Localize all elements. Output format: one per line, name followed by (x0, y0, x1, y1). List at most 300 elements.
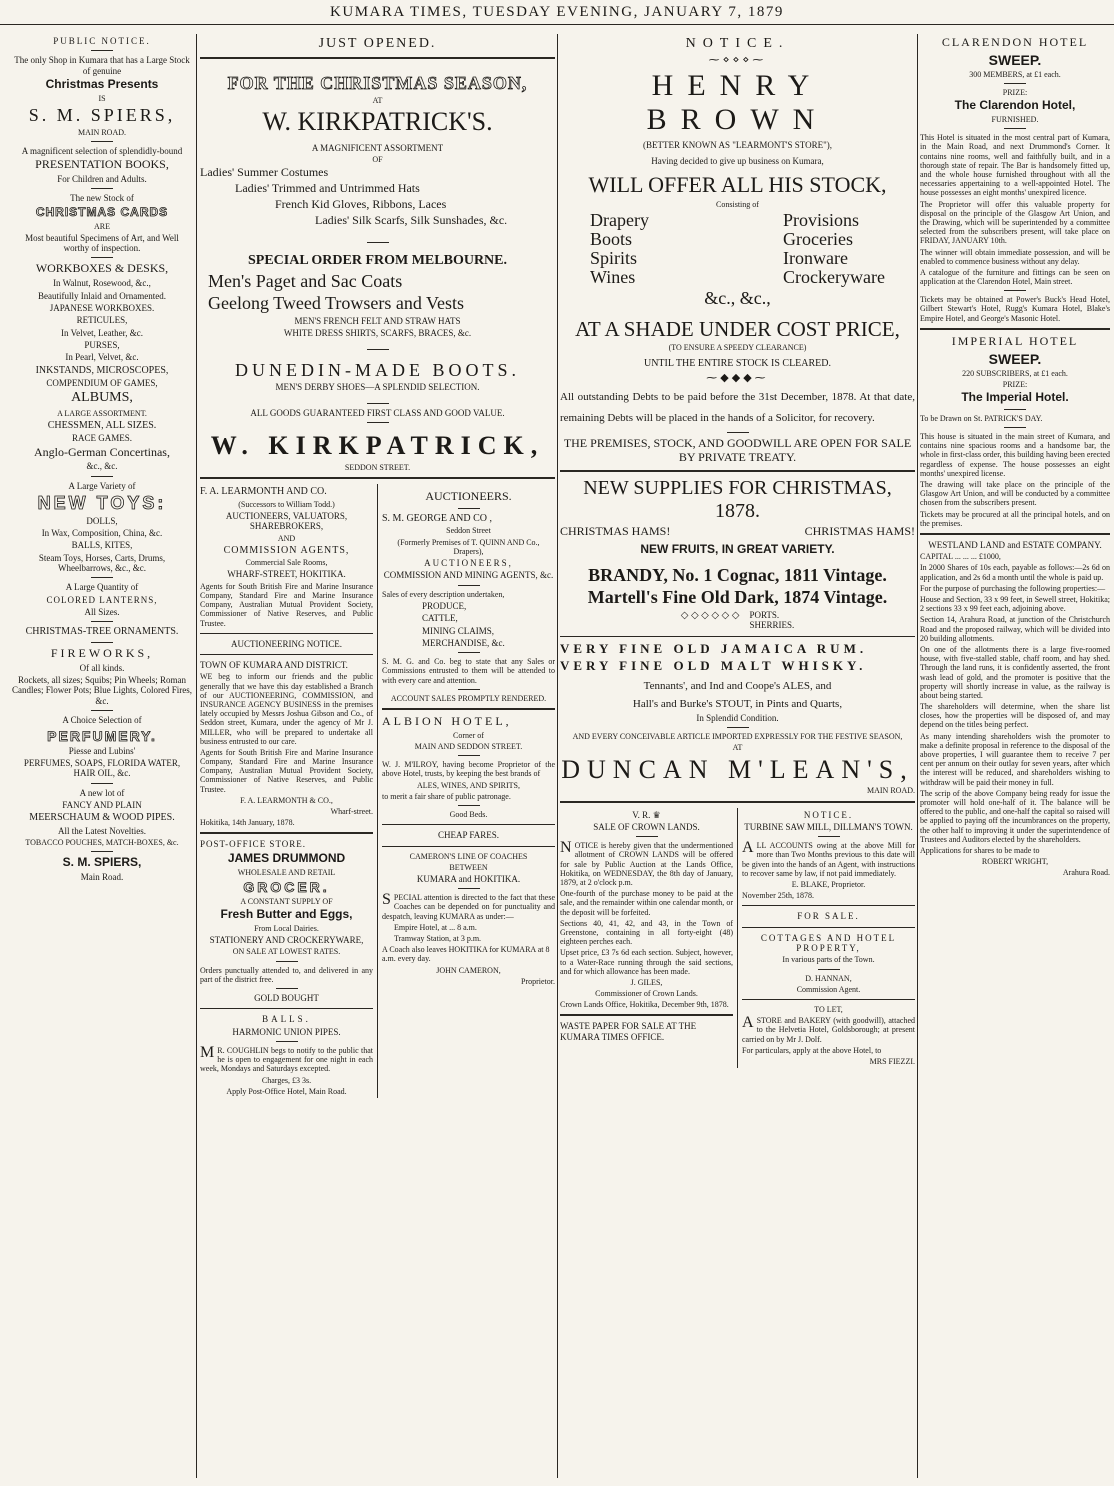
turbine-notice (737, 808, 915, 1069)
coughlin-notice: MR. COUGHLIN begs to notify to the public that he is open to engagement for one night in each week, Mondays and Saturdays excepted. (200, 1043, 373, 1074)
albion-ales: ALES, WINES, AND SPIRITS, (417, 780, 520, 790)
purses: PURSES, (84, 339, 120, 350)
waste-paper: WASTE PAPER FOR SALE AT THE KUMARA TIMES OFFICE. (560, 1021, 697, 1042)
children-text: For Children and Adults. (57, 174, 147, 185)
stationery-line: STATIONERY AND CROCKERYWARE, (209, 935, 364, 945)
albion-beds: Good Beds. (449, 809, 488, 819)
rule (742, 927, 915, 928)
learmonth-wharf: WHARF-STREET, HOKITIKA. (227, 569, 346, 580)
costume-line: Ladies' Silk Scarfs, Silk Sunshades, &c. (315, 212, 508, 227)
christmas-presents: Christmas Presents (45, 77, 159, 92)
hams-row (560, 525, 915, 539)
stock-item: Drapery (590, 209, 649, 230)
rule (382, 846, 555, 847)
rule (920, 533, 1110, 535)
giles-comm: Commissioner of Crown Lands. (595, 989, 698, 999)
george-formerly: (Formerly Premises of T. QUINN AND Co., Drapers), (397, 537, 540, 556)
butter-eggs: Fresh Butter and Eggs, (220, 907, 353, 922)
rule (560, 1014, 733, 1016)
masthead: KUMARA TIMES, TUESDAY EVENING, JANUARY 7, 1879 (0, 4, 1114, 25)
fancy-text: FANCY AND PLAIN (62, 799, 142, 810)
albion-body: W. J. M'ILROY, having become Proprietor of the above Hotel, trusts, by keeping the best brands of (382, 760, 555, 779)
divider (91, 476, 113, 477)
route-line: KUMARA and HOKITIKA. (416, 873, 521, 884)
rates-line: ON SALE AT LOWEST RATES. (232, 947, 341, 957)
main-road-label: MAIN ROAD. (78, 127, 126, 137)
gold-bought: GOLD BOUGHT (254, 992, 319, 1003)
divider (636, 836, 658, 837)
george-beg: S. M. G. and Co. beg to state that any Sales or Commissions entrusted to them will be attended to with every care and attention. (382, 657, 555, 685)
new-fruits: NEW FRUITS, IN GREAT VARIETY. (640, 541, 835, 556)
new-lot-text: A new lot of (79, 787, 125, 798)
at-label: AT (372, 95, 383, 105)
stock-list (560, 211, 915, 287)
learmonth-sign2: Wharf-street. (330, 807, 373, 817)
imperial-body: This house is situated in the main street of Kumara, and contains nine spacious rooms and a handsome bar, the whole in first-class order, this building having been erected regardless of expense. The house possesses an eight months' unexpired license. (920, 432, 1110, 478)
ensure-line: (TO ENSURE A SPEEDY CLEARANCE) (668, 343, 807, 353)
albums: ALBUMS, (71, 390, 133, 406)
learmonth-roles: AUCTIONEERS, VALUATORS, SHAREBROKERS, (225, 510, 348, 532)
reticules-sub: In Velvet, Leather, &c. (61, 327, 143, 338)
new-stock-text: The new Stock of (70, 193, 134, 204)
column-1-spiers-advert (12, 34, 192, 1478)
kinds-text: Of all kinds. (79, 662, 125, 673)
prize-label: PRIZE: (1002, 379, 1028, 389)
hannan-sign: D. HANNAN, (805, 973, 852, 983)
etc-line: &c., &c., (704, 288, 771, 309)
intro-text: The only Shop in Kumara that has a Large Stock of genuine (14, 55, 190, 76)
george-roles: AUCTIONEERS, (424, 558, 513, 569)
members-line: 300 MEMBERS, at £1 each. (969, 69, 1061, 79)
fireworks: FIREWORKS, (50, 645, 154, 660)
japanese-workboxes: JAPANESE WORKBOXES. (49, 302, 155, 313)
henry-brown: HENRY BROWN (646, 68, 829, 137)
novelties: All the Latest Novelties. (58, 825, 146, 836)
albion-streets: MAIN AND SEDDON STREET. (414, 742, 523, 752)
duncan-mclean: DUNCAN M'LEAN'S, (561, 754, 914, 784)
just-opened: JUST OPENED. (318, 36, 437, 51)
apply-line: Apply Post-Office Hotel, Main Road. (226, 1086, 347, 1096)
subs-line: 220 SUBSCRIBERS, at £1 each. (962, 368, 1068, 378)
sherries-label: SHERRIES. (749, 620, 795, 631)
tramway-time: Tramway Station, at 3 p.m. (394, 933, 482, 943)
costume-line: Ladies' Summer Costumes (200, 165, 329, 180)
learmonth-date: Hokitika, 14th January, 1878. (200, 818, 295, 828)
divider (367, 242, 389, 243)
reticules: RETICULES, (76, 315, 128, 326)
goods-guaranteed: ALL GOODS GUARANTEED FIRST CLASS AND GOOD VALUE. (250, 407, 505, 418)
drawn-line: To be Drawn on St. PATRICK'S DAY. (920, 413, 1043, 423)
rule (200, 832, 373, 834)
turbine-head: NOTICE. (803, 809, 854, 820)
wright-road: Arahura Road. (1062, 868, 1110, 878)
ports-sherries (560, 610, 915, 631)
decided-line: Having decided to give up business on Kumara, (651, 156, 824, 167)
every-article: AND EVERY CONCEIVABLE ARTICLE IMPORTED EXPRESSLY FOR THE FESTIVE SEASON, (572, 732, 903, 742)
workboxes: WORKBOXES & DESKS, (35, 261, 169, 276)
george-sales: Sales of every description undertaken, (382, 589, 505, 599)
offer-stock: WILL OFFER ALL HIS STOCK, (588, 172, 887, 198)
duncan-road: MAIN ROAD. (867, 786, 915, 796)
ornament: ⁓⋄⋄⋄⁓ (708, 54, 767, 67)
divider (276, 961, 298, 962)
pouches: TOBACCO POUCHES, MATCH-BOXES, &c. (25, 838, 179, 848)
divider (727, 432, 749, 433)
george-name: S. M. GEORGE AND CO , (382, 512, 493, 524)
divider (727, 727, 749, 728)
rule (382, 824, 555, 825)
scrip-line: The scrip of the above Company being ready for issue the promoter will hold one-half of it. The balance will be offered to the public, and one-half the capital so raised will be applied to paying off the incumbrances on the property, the other half to improving it under the superintendence of Trustees and Auditors elected by the shareholders. (920, 788, 1110, 844)
learmonth-succ: (Successors to William Todd.) (238, 499, 335, 509)
albion-head: ALBION HOTEL, (382, 714, 512, 729)
divider (91, 783, 113, 784)
premises-line: THE PREMISES, STOCK, AND GOODWILL ARE OPEN FOR SALE BY PRIVATE TREATY. (563, 436, 912, 465)
crown-lands-notice (560, 808, 733, 1069)
rule (742, 905, 915, 906)
rule (920, 328, 1110, 330)
supply-line: A CONSTANT SUPPLY OF (240, 896, 333, 906)
auctioneers-head: AUCTIONEERS. (425, 489, 512, 504)
public-notice-title: PUBLIC NOTICE. (53, 36, 151, 46)
seddon-street: SEDDON STREET. (344, 463, 411, 472)
divider (367, 403, 389, 404)
stock-item: Crockeryware (783, 266, 885, 287)
debts-notice: All outstanding Debts to be paid before the 31st December, 1878. At that date, remaining Debts will be placed in the hands of a Solicitor, for recovery. (560, 390, 915, 424)
stout-line: Hall's and Burke's STOUT, in Pints and Quarts, (632, 698, 843, 711)
george-item: PRODUCE, (422, 600, 467, 611)
hannan-agent: Commission Agent. (796, 984, 861, 994)
compendium: COMPENDIUM OF GAMES, (46, 378, 158, 389)
divider (458, 805, 480, 806)
imperial-sweep: SWEEP. (988, 350, 1042, 367)
perfumery: PERFUMERY. (47, 727, 157, 744)
column-3 (560, 34, 915, 1478)
purses-sub: In Pearl, Velvet, &c. (65, 352, 139, 363)
dairies-line: From Local Dairies. (254, 923, 319, 933)
divider (458, 755, 480, 756)
crown-body: NOTICE is hereby given that the undermentioned allotment of CROWN LANDS will be offered for sale by Public Auction at the Lands Office, Hokitika, on WEDNESDAY, the 8th day of January, 1879, at 2 o'clock p.m. (560, 839, 733, 888)
trowsers-line: Geelong Tweed Trowsers and Vests (208, 293, 465, 314)
perfumes-text: PERFUMES, SOAPS, FLORIDA WATER, HAIR OIL, &c. (23, 757, 181, 779)
divider (91, 188, 113, 189)
ports-label: PORTS. (749, 609, 780, 620)
martell-line: Martell's Fine Old Dark, 1874 Vintage. (587, 587, 888, 608)
rule (742, 999, 915, 1000)
new-toys: NEW TOYS: (37, 493, 167, 514)
shade-line: AT A SHADE UNDER COST PRICE, (575, 317, 900, 342)
until-line: UNTIL THE ENTIRE STOCK IS CLEARED. (643, 358, 832, 370)
clarendon-tickets: Tickets may be obtained at Power's Buck's Head Hotel, Gilbert Stewart's Hotel, Rugg's Kumara Hotel, Blake's Empire Hotel, and George's Masonic Hotel. (920, 295, 1110, 323)
coach-special: SPECIAL attention is directed to the fact that these Coaches can be depended on for punctuality and despatch, leaving KUMARA as under:— (382, 891, 555, 921)
furnished-label: FURNISHED. (991, 115, 1039, 125)
stock-item: Provisions (783, 209, 860, 230)
cameron-sign: JOHN CAMERON, (436, 965, 501, 975)
rule (200, 57, 555, 59)
better-known: (BETTER KNOWN AS "LEARMONT'S STORE"), (642, 139, 833, 150)
post-office-head: POST-OFFICE STORE. (200, 839, 307, 850)
stock-item: Spirits (590, 247, 638, 268)
capital-line: CAPITAL ... ... ... £1000, (920, 552, 1001, 562)
between-label: BETWEEN (449, 862, 488, 872)
learmonth-body: WE beg to inform our friends and the public generally that we have this day established a Branch of our AUCTIONEERING, COMMISSION, and INSURANCE AGENCY BUSINESS in the premises lately occupied by Messrs Joshua Gibson and Co., of Seddon street, Kumara, under the agency of Mr J. MILLER, who will be prepared to undertake all business entrusted to our care. (200, 672, 373, 746)
clarendon-body3: The winner will obtain immediate possession, and will be enabled to commence business without any delay. (920, 247, 1110, 266)
to-let: TO LET, (814, 1005, 843, 1015)
learmonth-agents: Agents for South British Fire and Marine Insurance Company, Standard Fire and Marine Insurance Company, Australian Mutual Provident Society, Commissioner of Native Reserves, and Public Trustee. (200, 581, 373, 628)
walnut-text: In Walnut, Rosewood, &c., (53, 278, 151, 289)
turbine-body: ALL ACCOUNTS owing at the above Mill for more than Two Months previous to this date will be given into the hands of an Agent, with instructions to recover same by law, if not paid immediately. (742, 839, 915, 878)
learmonth-and: AND (277, 533, 296, 543)
coach-hokitika: A Coach also leaves HOKITIKA for KUMARA at 8 a.m. every day. (382, 945, 550, 964)
george-comm: COMMISSION AND MINING AGENTS, &c. (383, 570, 554, 581)
crown-seal-row (560, 810, 733, 820)
balls-heading: BALLS. (262, 1014, 311, 1025)
notice-heading: NOTICE. (685, 36, 790, 51)
george-item: MINING CLAIMS, (422, 625, 494, 636)
divider (458, 689, 480, 690)
column-rule (557, 34, 558, 1478)
crown-fourth: One-fourth of the purchase money to be paid at the sale, and the remainder within one calendar month, or the deposit will be forfeited. (560, 889, 733, 917)
rule (200, 633, 373, 634)
condition-line: In Splendid Condition. (696, 712, 779, 723)
divider (458, 652, 480, 653)
race-games: RACE GAMES. (71, 433, 132, 444)
tree-ornaments: CHRISTMAS-TREE ORNAMENTS. (25, 626, 179, 638)
beautiful-text: Most beautiful Specimens of Art, and Well worthy of inspection. (25, 232, 179, 254)
divider (91, 851, 113, 852)
store-bakery: ASTORE and BAKERY (with goodwill), attached to the Helvetia Hotel, Goldsborough; at present carried on by Mr J. Dolf. (742, 1014, 915, 1044)
balls-kites: BALLS, KITES, (71, 540, 133, 551)
purpose-line: For the purpose of purchasing the following properties:— (920, 583, 1106, 593)
learmonth-rooms: Commercial Sale Rooms, (245, 558, 328, 568)
charges-line: Charges, £3 3s. (261, 1075, 312, 1085)
divider (91, 50, 113, 51)
kirkpatricks-heading: W. KIRKPATRICK'S. (262, 106, 493, 136)
inkstands: INKSTANDS, MICROSCOPES, (35, 364, 169, 376)
ornament: ⁓◆◆◆⁓ (706, 371, 769, 384)
footer-road: Main Road. (80, 872, 124, 883)
giles-sign: J. GILES, (630, 977, 663, 987)
divider (91, 141, 113, 142)
crown-upset: Upset price, £3 7s 6d each section. Subject, however, to a Water-Race running through the said sections, and for which allowance has been made. (560, 948, 733, 976)
vr-label: V. R. (632, 809, 651, 820)
brandy-line: BRANDY, No. 1 Cognac, 1811 Vintage. (588, 564, 887, 585)
rum-line: VERY FINE OLD JAMAICA RUM. (560, 640, 868, 656)
crown-icon: ♛ (652, 809, 661, 820)
for-sale: FOR SALE. (797, 911, 860, 922)
stock-item: Wines (590, 266, 636, 287)
column-2 (200, 34, 555, 1478)
steam-toys: Steam Toys, Horses, Carts, Drums, Wheelbarrows, &c., &c. (38, 552, 166, 574)
crown-office: Crown Lands Office, Hokitika, December 9th, 1878. (560, 1000, 729, 1010)
learmonth-body2: Agents for South British Fire and Marine Insurance Company, Standard Fire and Marine Insurance Company, Australian Mutual Provident Society, Commissioner of Native Reserves, and Public Trustee. (200, 747, 373, 794)
divider (1004, 128, 1026, 129)
derby-shoes: MEN'S DERBY SHOES—A SPLENDID SELECTION. (275, 382, 480, 393)
crown-head: SALE OF CROWN LANDS. (593, 821, 700, 832)
costume-line: Ladies' Trimmed and Untrimmed Hats (235, 181, 420, 196)
diamond-icon: ◇ ◇ ◇ ◇ ◇ ◇ (680, 609, 740, 621)
turbine-mill: TURBINE SAW MILL, DILLMAN'S TOWN. (744, 821, 913, 832)
drummond-name: JAMES DRUMMOND (227, 850, 346, 865)
albums-assortment: A LARGE ASSORTMENT. (57, 408, 147, 418)
divider (1004, 427, 1026, 428)
concertinas: Anglo-German Concertinas, (34, 444, 170, 459)
is-label: IS (98, 93, 106, 103)
imperial-prize: The Imperial Hotel. (961, 390, 1069, 405)
magnificent-text: A magnificent selection of splendidly-bound (21, 145, 183, 156)
at-label: AT (732, 743, 743, 753)
learmonth-advert (200, 484, 373, 1098)
divider (1004, 409, 1026, 410)
imperial-body3: Tickets may be procured at all the principal hotels, and on the premises. (920, 509, 1110, 528)
turbine-date: November 25th, 1878. (742, 891, 814, 901)
imperial-head: IMPERIAL HOTEL (951, 333, 1079, 348)
albion-merit: to merit a fair share of public patronage. (382, 791, 511, 801)
piesse-text: Piesse and Lubins' (68, 745, 136, 756)
albion-corner: Corner of (453, 730, 484, 740)
clarendon-head: CLARENDON HOTEL (941, 35, 1089, 49)
rule (382, 708, 555, 710)
account-sales: ACCOUNT SALES PROMPTLY RENDERED. (390, 693, 547, 703)
divider (1004, 290, 1026, 291)
colored-lanterns: COLORED LANTERNS, (46, 594, 158, 605)
meerschaum: MEERSCHAUM & WOOD PIPES. (29, 812, 175, 824)
inlaid-text: Beautifully Inlaid and Ornamented. (38, 290, 166, 301)
presentation-books: PRESENTATION BOOKS, (35, 157, 169, 172)
divider (276, 1041, 298, 1042)
george-street: Seddon Street (446, 526, 491, 536)
fiezzi-sign: MRS FIEZZI. (869, 1056, 915, 1066)
divider (458, 508, 480, 509)
chessmen: CHESSMEN, ALL SIZES. (47, 419, 157, 431)
divider (1004, 83, 1026, 84)
stock-item: Ironware (783, 247, 849, 268)
stock-item: Groceries (783, 228, 854, 249)
auctioneering-notice: AUCTIONEERING NOTICE. (231, 638, 342, 649)
column-rule (196, 34, 197, 1478)
cameron-coaches: CAMERON'S LINE OF COACHES (409, 851, 528, 861)
prize-label: PRIZE: (1002, 88, 1028, 98)
divider (367, 349, 389, 350)
clarendon-body4: A catalogue of the furniture and fittings can be seen on application at the Clarendon Hotel, Main street. (920, 267, 1110, 287)
hams-right: CHRISTMAS HAMS! (804, 524, 915, 538)
whisky-line: VERY FINE OLD MALT WHISKY. (560, 657, 867, 673)
house-line: House and Section, 33 x 99 feet, in Sewell street, Hokitika; 2 sections 33 x 99 feet each, adjoining above. (920, 595, 1110, 614)
new-supplies: NEW SUPPLIES FOR CHRISTMAS, 1878. (583, 477, 892, 522)
rule (200, 477, 555, 479)
divider (367, 422, 389, 423)
turbine-apply: For particulars, apply at the above Hotel, to (742, 1045, 882, 1055)
learmonth-head: F. A. LEARMONTH AND CO. (200, 486, 327, 498)
ales-line: Tennants', and Ind and Coope's ALES, and (643, 679, 832, 692)
assortment-text: A MAGNIFICENT ASSORTMENT (311, 142, 444, 153)
allotment-line: On one of the allotments there is a large five-roomed house, with five-stalled stable, chaff room, and hay shed. Through the land runs, it is confidently asserted, the front wash lead of gold, and the promoter is positive that the property will shortly increase in value, as the railway is about being started. (920, 644, 1110, 700)
variety-text: A Large Variety of (68, 480, 136, 491)
quantity-text: A Large Quantity of (65, 582, 139, 593)
holders-line: The shareholders will determine, when the share list closes, how the properties will be disposed of, and may depend on the titles being perfect. (920, 702, 1110, 730)
westland-head: WESTLAND LAND and ESTATE COMPANY. (928, 539, 1102, 550)
divider (818, 969, 840, 970)
column-rule (917, 34, 918, 1478)
divider (818, 836, 840, 837)
harmonic-pipes: HARMONIC UNION PIPES. (232, 1026, 341, 1037)
orders-line: Orders punctually attended to, and delivered in any part of the district free. (200, 965, 373, 984)
choice-text: A Choice Selection of (62, 715, 142, 726)
parts-line: In various parts of the Town. (782, 955, 875, 965)
learmonth-sign: F. A. LEARMONTH & CO., (240, 795, 333, 805)
george-item: CATTLE, (422, 613, 458, 624)
cameron-prop: Proprietor. (521, 976, 555, 986)
all-sizes: All Sizes. (84, 607, 120, 618)
dunedin-boots: DUNEDIN-MADE BOOTS. (235, 359, 520, 380)
cheap-fares: CHEAP FARES. (437, 830, 499, 841)
special-order: SPECIAL ORDER FROM MELBOURNE. (247, 252, 508, 268)
blake-sign: E. BLAKE, Proprietor. (791, 880, 866, 890)
divider (91, 621, 113, 622)
rule (560, 801, 915, 803)
town-line: TOWN OF KUMARA AND DISTRICT. (200, 660, 348, 671)
costume-line: French Kid Gloves, Ribbons, Laces (275, 196, 447, 211)
rule (200, 654, 373, 655)
stock-item: Boots (590, 228, 633, 249)
hats-line: MEN'S FRENCH FELT AND STRAW HATS (294, 316, 461, 327)
rule (560, 470, 915, 472)
lower-notices (560, 808, 915, 1069)
divider (91, 257, 113, 258)
etc-text: &c., &c. (86, 461, 118, 472)
learmonth-comm: COMMISSION AGENTS, (223, 544, 350, 556)
wright-sign: ROBERT WRIGHT, (981, 857, 1049, 867)
kirkpatrick-sign: W. KIRKPATRICK, (210, 431, 545, 461)
clarendon-body2: The Proprietor will offer this valuable property for disposal on the principle of the Glasgow Art Union, and the Drawing, which will be superintended by a committee selected from the subscribers present, will take place on FRIDAY, JANUARY 10th. (920, 199, 1110, 246)
consisting-line: Consisting of (716, 199, 759, 209)
imperial-body2: The drawing will take place on the principle of the Glasgow Art Union, and will be conducted by a committee chosen from the subscribers present. (920, 480, 1110, 508)
grocer-heading: GROCER. (243, 878, 330, 895)
section-line: Section 14, Arahura Road, at junction of the Christchurch Road and the proposed railway, which will be divided into 20 building allotments. (920, 615, 1110, 643)
drummond-ws: WHOLESALE AND RETAIL (237, 867, 336, 877)
clarendon-body: This Hotel is situated in the most central part of Kumara, in the Main Road, and next Drummond's Corner. It contains nine rooms, well and faithfully built, and in a thorough state of repair. The Bar is handsomely fitted up, and the whole house furnished throughout with all the necessaries appertaining to a well-appointed Hotel. The house possesses an eight months' unexpired licence. (920, 133, 1110, 198)
shop-name: S. M. SPIERS, (28, 105, 176, 126)
dolls-sub: In Wax, Composition, China, &c. (41, 528, 163, 539)
season-heading: FOR THE CHRISTMAS SEASON, (227, 73, 528, 94)
divider (458, 888, 480, 889)
coats-line: Men's Paget and Sac Coats (208, 270, 403, 291)
george-advert (377, 484, 555, 1098)
divider (91, 710, 113, 711)
shirts-line: WHITE DRESS SHIRTS, SCARFS, BRACES, &c. (283, 328, 472, 339)
divider (276, 988, 298, 989)
george-item: MERCHANDISE, &c. (422, 637, 505, 648)
christmas-cards: CHRISTMAS CARDS (35, 204, 169, 219)
divider (91, 577, 113, 578)
rule (560, 636, 915, 637)
cottages-line: COTTAGES AND HOTEL PROPERTY, (760, 932, 897, 954)
clarendon-sweep: SWEEP. (988, 51, 1042, 68)
dolls: DOLLS, (86, 515, 118, 526)
divider (458, 585, 480, 586)
empire-time: Empire Hotel, at ... 8 a.m. (394, 922, 477, 932)
of-label: OF (372, 155, 383, 165)
lower-ads (200, 484, 555, 1098)
clarendon-prize: The Clarendon Hotel, (954, 98, 1076, 113)
hams-left: CHRISTMAS HAMS! (560, 524, 671, 538)
crown-sections: Sections 40, 41, 42, and 43, in the Town of Greenstone, containing in all forty-eight (48) eighteen perches each. (560, 918, 733, 947)
intending-line: As many intending shareholders wish the promoter to make a definite proposal in reference to the disposal of the above properties, I will guarantee them to receive 7 per cent per annum on their outlay for seven years, after which the interest will be reduced, and shareholders wishing to withdraw will be paid their money in full. (920, 731, 1110, 787)
are-label: ARE (94, 221, 110, 231)
column-4 (920, 34, 1110, 1478)
divider (91, 642, 113, 643)
shares-line: In 2000 Shares of 10s each, payable as follows:—2s 6d on application, and 2s 6d a month until the whole is paid up. (920, 563, 1110, 582)
rule (200, 1008, 373, 1009)
